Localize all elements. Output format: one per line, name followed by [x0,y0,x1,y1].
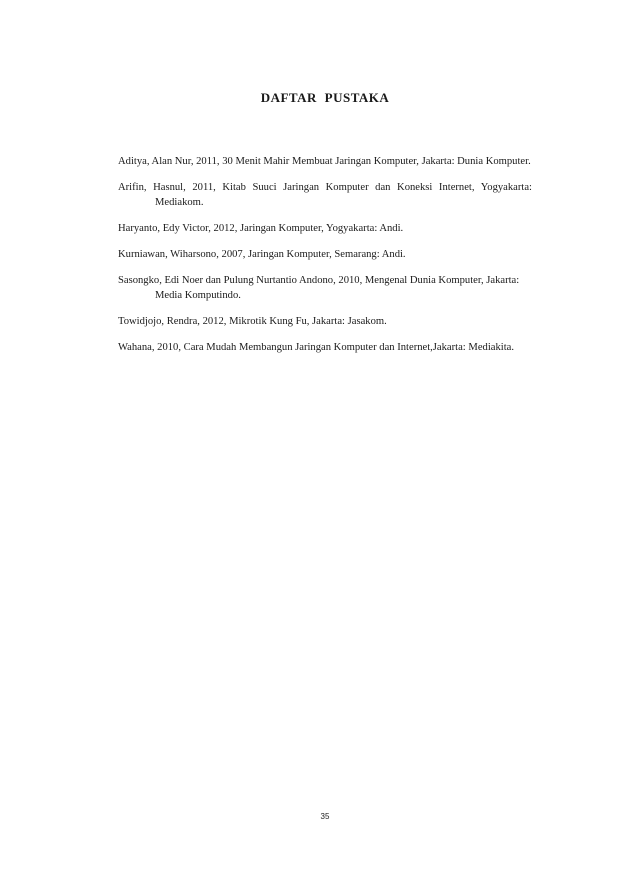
reference-list [118,154,532,366]
reference-item: Haryanto, Edy Victor, 2012, Jaringan Komputer, Yogyakarta: Andi. [118,223,404,234]
reference-item: Sasongko, Edi Noer dan Pulung Nurtantio Andono, 2010, Mengenal Dunia Komputer, Jakarta: Media Komputindo. [118,275,520,301]
reference-item: Towidjojo, Rendra, 2012, Mikrotik Kung Fu, Jakarta: Jasakom. [118,316,387,327]
reference-item: Aditya, Alan Nur, 2011, 30 Menit Mahir Membuat Jaringan Komputer, Jakarta: Dunia Komputer. [118,156,531,167]
page-number: 35 [320,812,330,821]
reference-item: Wahana, 2010, Cara Mudah Membangun Jaringan Komputer dan Internet,Jakarta: Mediakita. [118,342,514,353]
reference-item: Kurniawan, Wiharsono, 2007, Jaringan Komputer, Semarang: Andi. [118,249,406,260]
page-title: DAFTAR PUSTAKA [260,90,390,105]
reference-item: Arifin, Hasnul, 2011, Kitab Suuci Jaringan Komputer dan Koneksi Internet, Yogyakarta: Mediakom. [118,182,532,208]
